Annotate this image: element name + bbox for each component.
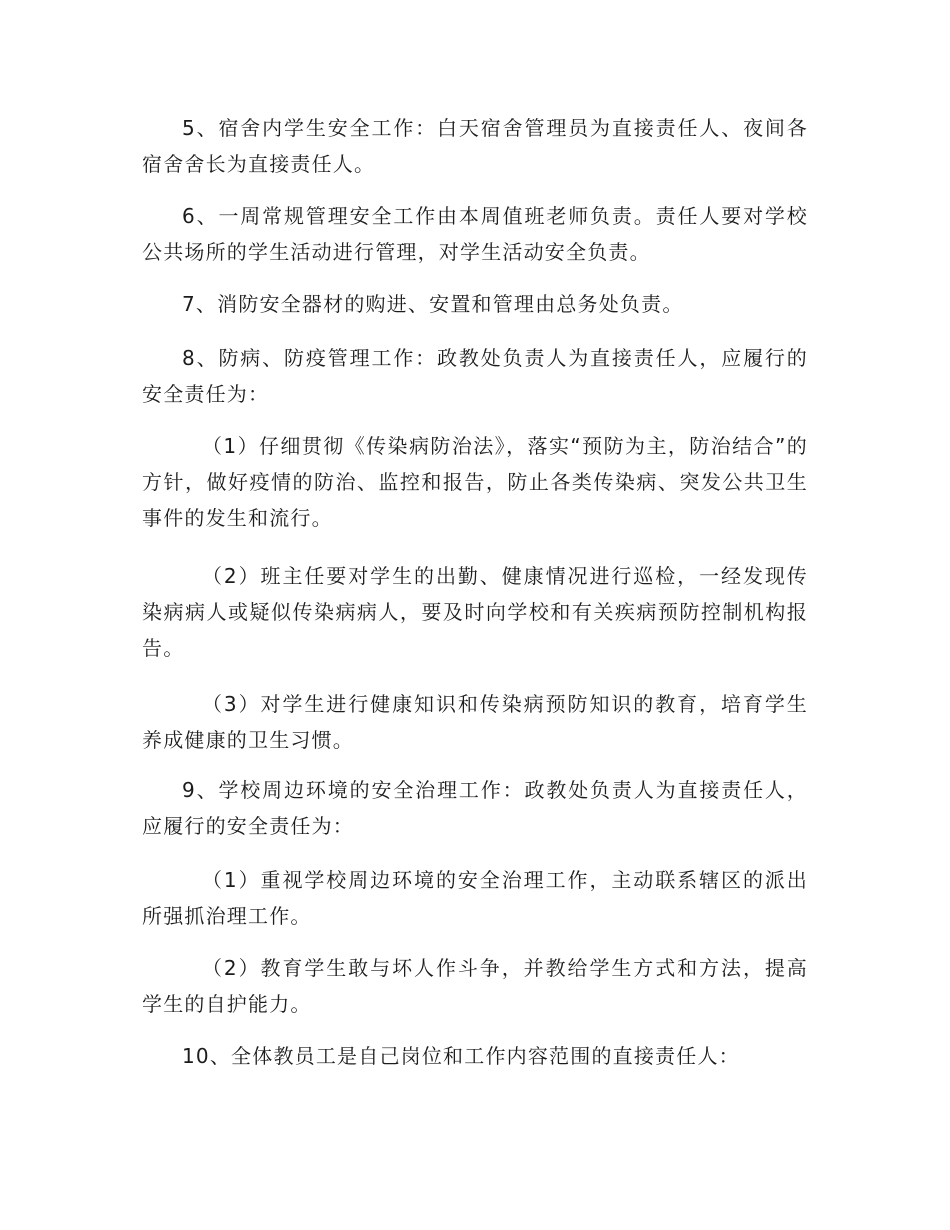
paragraph-item-10: 10、全体教员工是自己岗位和工作内容范围的直接责任人： (182, 1044, 740, 1068)
paragraph-item-5: 5、宿舍内学生安全工作：白天宿舍管理员为直接责任人、夜间各宿舍舍长为直接责任人。 (142, 116, 808, 176)
paragraph-item-7: 7、消防安全器材的购进、安置和管理由总务处负责。 (182, 292, 684, 316)
paragraph-item-8: 8、防病、防疫管理工作：政教处负责人为直接责任人，应履行的安全责任为： (142, 346, 808, 406)
paragraph-item-9-2: （2）教育学生敢与坏人作斗争，并教给学生方式和方法，提高学生的自护能力。 (142, 956, 808, 1016)
paragraph-item-8-2: （2）班主任要对学生的出勤、健康情况进行巡检，一经发现传染病病人或疑似传染病病人，要及时向学校和有关疾病预防控制机构报告。 (142, 564, 808, 660)
paragraph-item-8-3: （3）对学生进行健康知识和传染病预防知识的教育，培育学生养成健康的卫生习惯。 (142, 692, 808, 752)
paragraph-item-9-1: （1）重视学校周边环境的安全治理工作，主动联系辖区的派出所强抓治理工作。 (142, 868, 808, 928)
paragraph-item-9: 9、学校周边环境的安全治理工作：政教处负责人为直接责任人，应履行的安全责任为： (142, 778, 808, 838)
paragraph-item-8-1: （1）仔细贯彻《传染病防治法》，落实“预防为主，防治结合”的方针，做好疫情的防治、监控和报告，防止各类传染病、突发公共卫生事件的发生和流行。 (142, 434, 808, 530)
paragraph-item-6: 6、一周常规管理安全工作由本周值班老师负责。责任人要对学校公共场所的学生活动进行管理，对学生活动安全负责。 (142, 204, 808, 264)
